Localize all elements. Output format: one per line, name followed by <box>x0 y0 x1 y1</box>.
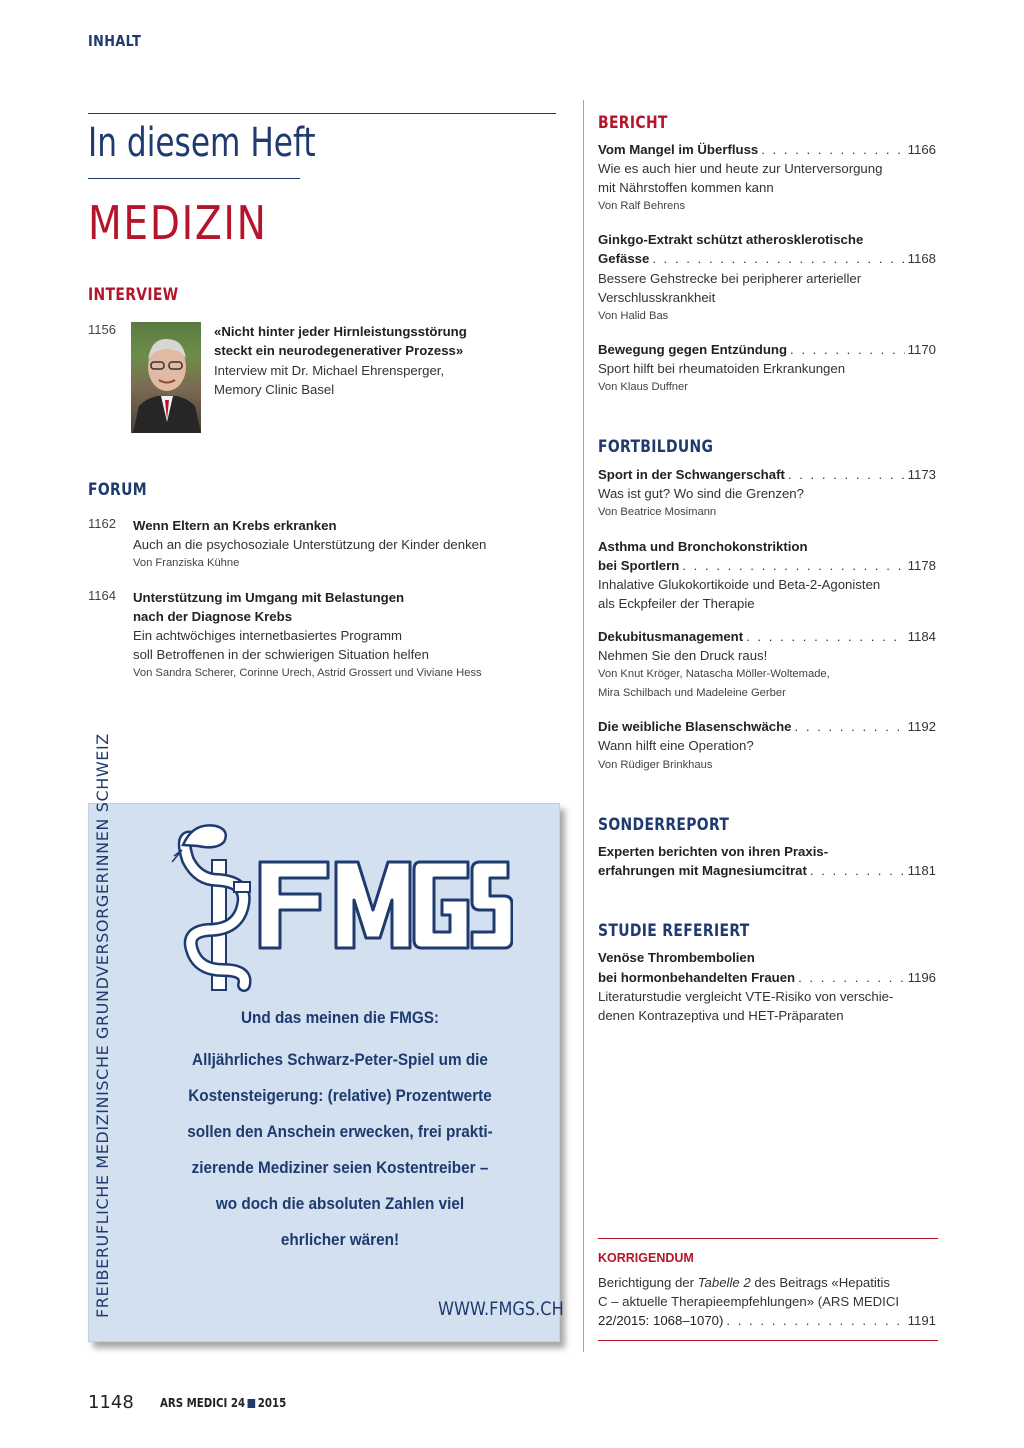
column-divider <box>583 100 584 1352</box>
bericht-entry-2-title-2: Gefässe . . . 1168 <box>598 249 936 268</box>
forum-item1-page: 1162 <box>88 516 116 531</box>
forum-item1-sub: Auch an die psychosoziale Unterstützung der Kinder denken <box>133 537 487 552</box>
fortbildung-entry-4-title: Die weibliche Blasenschwäche . . . 1192 <box>598 717 936 736</box>
studie-title-1: Venöse Thrombembolien <box>598 950 755 965</box>
sonderreport-heading: SONDERREPORT <box>598 815 730 835</box>
interview-sub-2: Memory Clinic Basel <box>214 382 335 397</box>
korrigendum-line-3: 22/2015: 1068–1070) . . . 1191 <box>598 1311 936 1330</box>
square-icon <box>248 1399 256 1408</box>
fortbildung-entry-2-sub-2: als Eckpfeiler der Therapie <box>598 596 755 611</box>
bericht-entry-3-title: Bewegung gegen Entzündung . . . 1170 <box>598 340 936 359</box>
bericht-entry-1-author: Von Ralf Behrens <box>598 200 686 212</box>
fmgs-quote-line-2: Kostensteigerung: (relative) Prozentwerte <box>188 1086 492 1105</box>
fmgs-vertical-text: FREIBERUFLICHE MEDIZINISCHE GRUNDVERSORGERINNEN SCHWEIZ <box>93 733 112 1318</box>
studie-heading: STUDIE REFERIERT <box>598 921 750 941</box>
forum-heading: FORUM <box>88 480 147 500</box>
interview-title-1: «Nicht hinter jeder Hirnleistungsstörung <box>214 324 467 339</box>
sonderreport-title-2: erfahrungen mit Magnesiumcitrat . . . 1181 <box>598 861 936 880</box>
fortbildung-entry-2-title-1: Asthma und Bronchokonstriktion <box>598 539 808 554</box>
korrigendum-line-1: Berichtigung der Tabelle 2 des Beitrags «Hepatitis <box>598 1275 891 1290</box>
fortbildung-entry-1-title: Sport in der Schwangerschaft . . . 1173 <box>598 465 936 484</box>
korrigendum-heading: KORRIGENDUM <box>598 1251 694 1265</box>
sonderreport-title-1: Experten berichten von ihren Praxis- <box>598 844 829 859</box>
interview-title-2: steckt ein neurodegenerativer Prozess» <box>214 343 464 358</box>
divider <box>598 1238 938 1239</box>
bericht-entry-3-sub: Sport hilft bei rheumatoiden Erkrankungen <box>598 361 846 376</box>
journal-footer: ARS MEDICI 24 2015 <box>160 1396 287 1410</box>
interview-page: 1156 <box>88 322 116 337</box>
page-number: 1148 <box>88 1392 134 1413</box>
bericht-entry-2-author: Von Halid Bas <box>598 310 669 322</box>
fortbildung-heading: FORTBILDUNG <box>598 437 714 457</box>
studie-sub-1: Literaturstudie vergleicht VTE-Risiko von verschie- <box>598 989 894 1004</box>
forum-item2-sub-2: soll Betroffenen in der schwierigen Situation helfen <box>133 647 429 662</box>
forum-item2-title-1: Unterstützung im Umgang mit Belastungen <box>133 590 405 605</box>
fmgs-quote-line-3: sollen den Anschein erwecken, frei prakti- <box>187 1122 493 1141</box>
forum-item1-title: Wenn Eltern an Krebs erkranken <box>133 518 337 533</box>
fortbildung-entry-2-title-2: bei Sportlern . . . 1178 <box>598 556 936 575</box>
forum-item1-author: Von Franziska Kühne <box>133 557 240 569</box>
fmgs-url-link[interactable]: WWW.FMGS.CH <box>438 1298 564 1320</box>
category-title: MEDIZIN <box>88 196 268 250</box>
bericht-entry-2-title-1: Ginkgo-Extrakt schützt atherosklerotische <box>598 232 864 247</box>
bericht-entry-1-title: Vom Mangel im Überfluss . . . 1166 <box>598 140 936 159</box>
fortbildung-entry-2-sub-1: Inhalative Glukokortikoide und Beta-2-Agonisten <box>598 577 881 592</box>
interview-sub-1: Interview mit Dr. Michael Ehrensperger, <box>214 363 445 378</box>
portrait-photo <box>131 322 201 433</box>
bericht-entry-1-sub-1: Wie es auch hier und heute zur Unterversorgung <box>598 161 883 176</box>
bericht-entry-2-sub-1: Bessere Gehstrecke bei peripherer arterieller <box>598 271 862 286</box>
fortbildung-entry-3-author-2: Mira Schilbach und Madeleine Gerber <box>598 687 786 699</box>
fmgs-quote-line-1: Alljährliches Schwarz-Peter-Spiel um die <box>192 1050 488 1069</box>
fortbildung-entry-4-author: Von Rüdiger Brinkhaus <box>598 759 713 771</box>
studie-sub-2: denen Kontrazeptiva und HET-Präparaten <box>598 1008 844 1023</box>
fortbildung-entry-4-sub: Wann hilft eine Operation? <box>598 738 754 753</box>
forum-item2-page: 1164 <box>88 588 116 603</box>
fortbildung-entry-3-title: Dekubitusmanagement . . . 1184 <box>598 627 936 646</box>
fmgs-logo <box>168 820 513 995</box>
forum-item2-title-2: nach der Diagnose Krebs <box>133 609 293 624</box>
bericht-heading: BERICHT <box>598 113 668 133</box>
korrigendum-line-2: C – aktuelle Therapieempfehlungen» (ARS MEDICI <box>598 1294 900 1309</box>
divider <box>598 1340 938 1341</box>
studie-title-2: bei hormonbehandelten Frauen . . . 1196 <box>598 968 936 987</box>
fmgs-heading: Und das meinen die FMGS: <box>240 1008 440 1027</box>
forum-item2-sub-1: Ein achtwöchiges internetbasiertes Programm <box>133 628 403 643</box>
page-title: In diesem Heft <box>88 120 316 166</box>
fmgs-quote-line-6: ehrlicher wären! <box>280 1230 400 1249</box>
fmgs-quote-line-4: zierende Mediziner seien Kostentreiber – <box>191 1158 489 1177</box>
bericht-entry-1-sub-2: mit Nährstoffen kommen kann <box>598 180 774 195</box>
divider <box>88 113 556 114</box>
interview-heading: INTERVIEW <box>88 285 179 305</box>
forum-item2-author: Von Sandra Scherer, Corinne Urech, Astrid Grossert und Viviane Hess <box>133 667 482 679</box>
section-label: INHALT <box>88 32 142 50</box>
bericht-entry-2-sub-2: Verschlusskrankheit <box>598 290 716 305</box>
fortbildung-entry-1-author: Von Beatrice Mosimann <box>598 506 717 518</box>
fortbildung-entry-3-sub: Nehmen Sie den Druck raus! <box>598 648 768 663</box>
divider <box>88 178 300 179</box>
bericht-entry-3-author: Von Klaus Duffner <box>598 381 688 393</box>
fortbildung-entry-1-sub: Was ist gut? Wo sind die Grenzen? <box>598 486 804 501</box>
fortbildung-entry-3-author-1: Von Knut Kröger, Natascha Möller-Woltemade, <box>598 668 830 680</box>
fmgs-quote-line-5: wo doch die absoluten Zahlen viel <box>215 1194 465 1213</box>
